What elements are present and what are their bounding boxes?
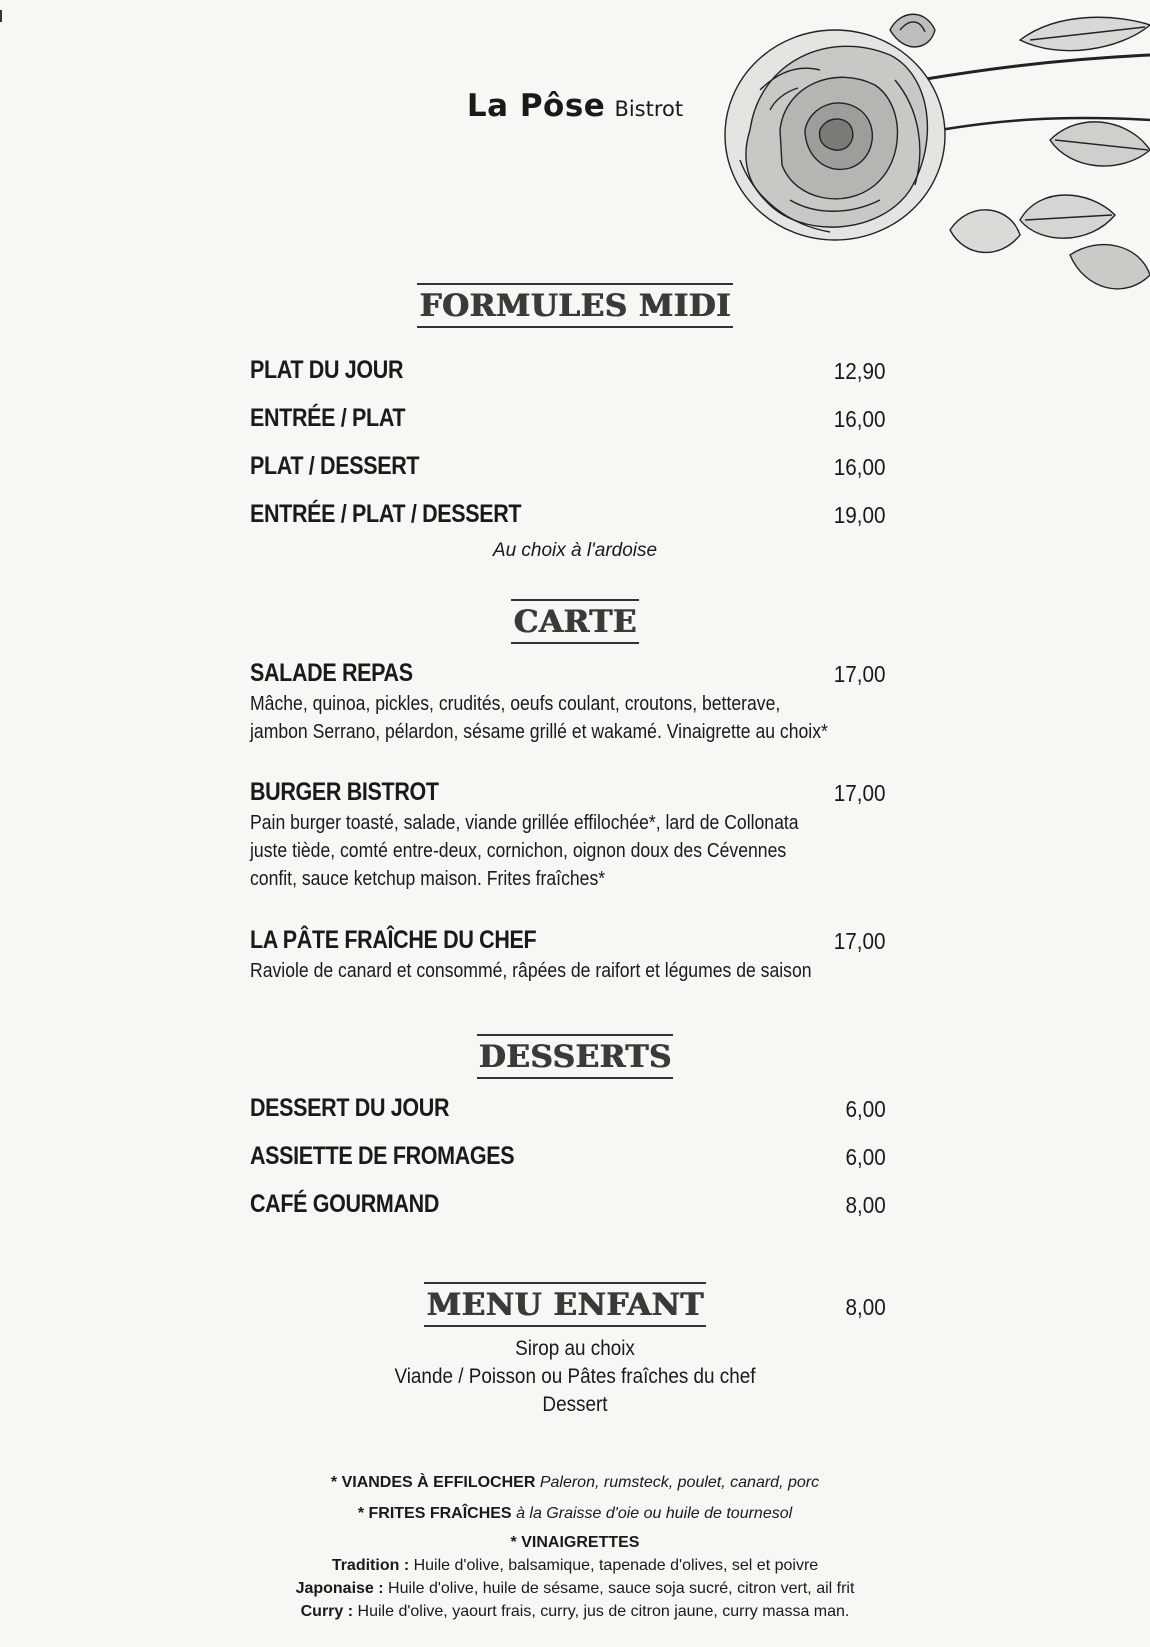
note-text: Huile d'olive, yaourt frais, curry, jus de citron jaune, curry massa man. <box>357 1603 850 1620</box>
note-label: * VINAIGRETTES <box>510 1534 640 1551</box>
item-label: BURGER BISTROT <box>250 778 439 806</box>
item-price: 17,00 <box>834 780 886 806</box>
description-line: Raviole de canard et consommé, râpées de raifort et légumes de saison <box>250 960 812 982</box>
item-price: 17,00 <box>834 928 886 954</box>
item-price: 6,00 <box>845 1096 886 1122</box>
item-label: PLAT / DESSERT <box>250 452 420 480</box>
note-tradition <box>0 1554 1150 1577</box>
menu-item <box>250 659 886 688</box>
description-line: confit, sauce ketchup maison. Frites fraîches* <box>250 868 606 890</box>
note-text: Huile d'olive, huile de sésame, sauce soja sucré, citron vert, ail frit <box>388 1580 855 1597</box>
item-price: 17,00 <box>834 661 886 687</box>
note-label: Japonaise : <box>295 1580 384 1597</box>
menu-item <box>250 356 886 385</box>
brand-header <box>0 88 1150 124</box>
section-title: DESSERTS <box>477 1034 674 1079</box>
section-heading-enfant <box>0 1282 1140 1327</box>
menu-item <box>250 1142 886 1171</box>
menu-item <box>250 778 886 807</box>
menu-item <box>250 452 886 481</box>
menu-item <box>250 500 886 529</box>
menu-item <box>250 1190 886 1219</box>
item-price: 19,00 <box>834 502 886 528</box>
kids-menu-line: Sirop au choix <box>515 1337 635 1360</box>
note-label: Curry : <box>300 1603 354 1620</box>
menu-item <box>250 404 886 433</box>
item-label: DESSERT DU JOUR <box>250 1094 450 1122</box>
description-line: jambon Serrano, pélardon, sésame grillé et wakamé. Vinaigrette au choix* <box>250 721 828 743</box>
note-text: Paleron, rumsteck, poulet, canard, porc <box>539 1474 820 1491</box>
item-label: LA PÂTE FRAÎCHE DU CHEF <box>250 926 537 954</box>
item-label: ENTRÉE / PLAT <box>250 404 406 432</box>
brand-name: La Pôse <box>466 88 606 124</box>
section-heading-formules <box>0 283 1150 328</box>
brand-subtitle: Bistrot <box>614 97 684 121</box>
item-price: 16,00 <box>834 454 886 480</box>
description-line: Pain burger toasté, salade, viande grillée effilochée*, lard de Collonata <box>250 812 799 834</box>
menu-item <box>250 926 886 955</box>
note-text: Huile d'olive, balsamique, tapenade d'olives, sel et poivre <box>413 1557 819 1574</box>
note-curry <box>0 1600 1150 1623</box>
item-description <box>250 690 892 746</box>
section-heading-carte <box>0 599 1150 644</box>
note-label: * FRITES FRAÎCHES <box>357 1505 512 1522</box>
note-viandes <box>0 1471 1150 1494</box>
item-price: 16,00 <box>834 406 886 432</box>
note-label: * VIANDES À EFFILOCHER <box>330 1474 536 1491</box>
menu-item <box>250 1094 886 1123</box>
kids-menu-line: Dessert <box>542 1393 608 1416</box>
item-label: ASSIETTE DE FROMAGES <box>250 1142 515 1170</box>
item-label: PLAT DU JOUR <box>250 356 404 384</box>
description-line: juste tiède, comté entre-deux, cornichon, oignon doux des Cévennes <box>250 840 787 862</box>
item-label: SALADE REPAS <box>250 659 413 687</box>
kids-menu-line: Viande / Poisson ou Pâtes fraîches du chef <box>394 1365 756 1388</box>
note-frites <box>0 1502 1150 1525</box>
item-description <box>250 809 892 893</box>
kids-menu-price: 8,00 <box>845 1294 886 1320</box>
section-title: CARTE <box>511 599 638 644</box>
item-description <box>250 957 892 985</box>
section-title: MENU ENFANT <box>424 1282 705 1327</box>
item-price: 6,00 <box>845 1144 886 1170</box>
item-label: ENTRÉE / PLAT / DESSERT <box>250 500 522 528</box>
corner-mark <box>0 10 2 22</box>
note-japonaise <box>0 1577 1150 1600</box>
note-text: à la Graisse d'oie ou huile de tournesol <box>516 1505 793 1522</box>
section-title: FORMULES MIDI <box>417 283 732 328</box>
note-label: Tradition : <box>331 1557 410 1574</box>
section-heading-desserts <box>0 1034 1150 1079</box>
description-line: Mâche, quinoa, pickles, crudités, oeufs coulant, croutons, betterave, <box>250 693 781 715</box>
note-vinaigrettes-title <box>0 1531 1150 1554</box>
item-price: 12,90 <box>834 358 886 384</box>
formules-note: Au choix à l'ardoise <box>492 540 658 561</box>
item-price: 8,00 <box>845 1192 886 1218</box>
item-label: CAFÉ GOURMAND <box>250 1190 440 1218</box>
